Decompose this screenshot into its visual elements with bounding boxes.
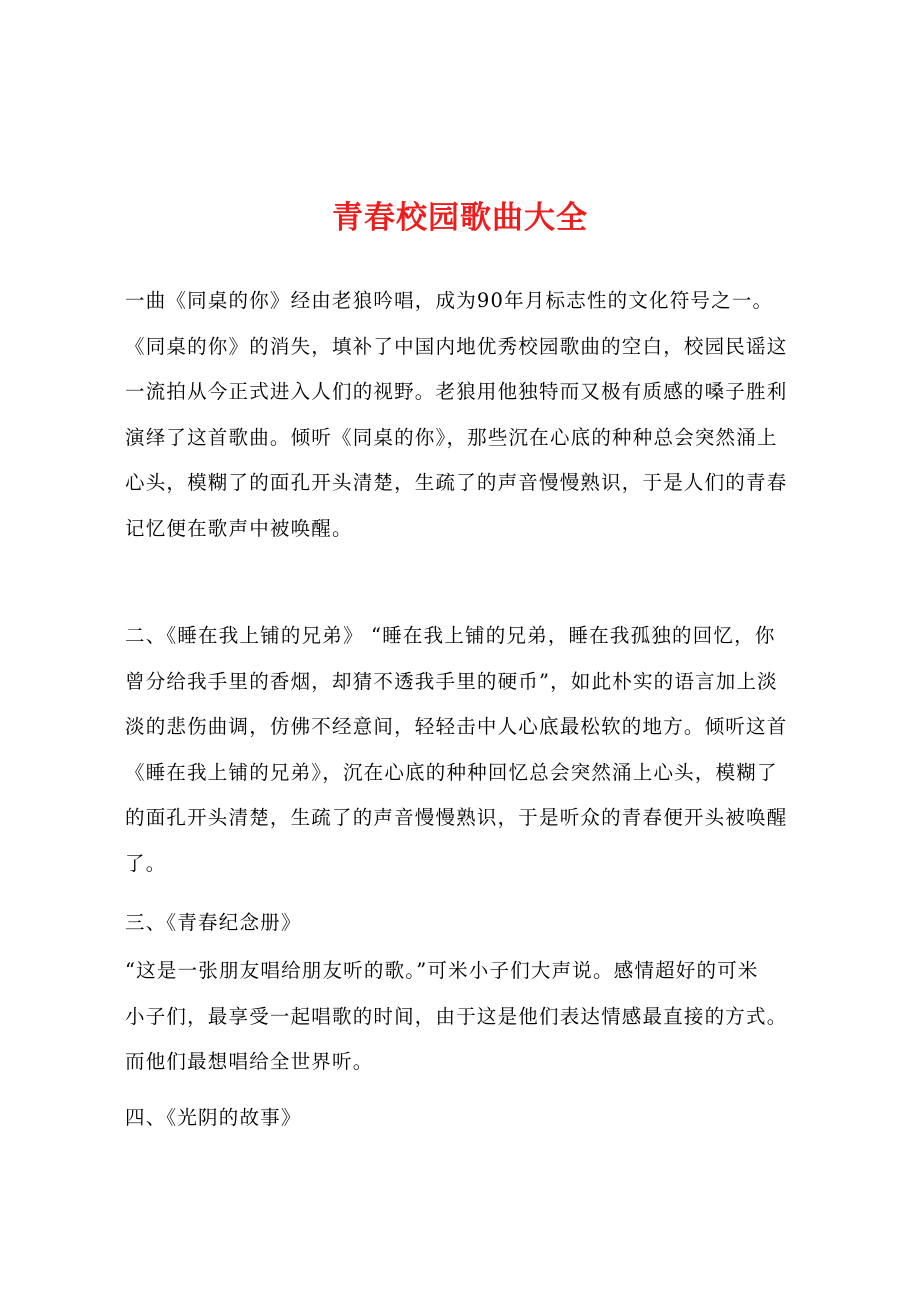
heading-text: 三、《青春纪念册》 [125, 911, 302, 934]
paragraph-shangpu [125, 613, 815, 886]
text-line: 一曲《同桌的你》经由老狼吟唱，成为90年月标志性的文化符号之一。 [125, 289, 774, 312]
section-heading-guangyin [125, 1095, 815, 1141]
text-line: 了。 [125, 851, 167, 875]
text-line: 的面孔开头清楚，生疏了的声音慢慢熟识，于是听众的青春便开头被唤醒 [125, 806, 788, 829]
text-line: 《睡在我上铺的兄弟》，沉在心底的种种回忆总会突然涌上心头，模糊了 [125, 760, 778, 784]
text-line: “这是一张朋友唱给朋友听的歌。”可米小子们大声说。感情超好的可米 [125, 959, 759, 982]
text-line: 《同桌的你》的消失，填补了中国内地优秀校园歌曲的空白，校园民谣这 [125, 334, 788, 358]
text-line: 二、《睡在我上铺的兄弟》 “睡在我上铺的兄弟，睡在我孤独的回忆，你 [125, 624, 776, 647]
document-title: 青春校园歌曲大全 [332, 200, 588, 236]
text-line: 而他们最想唱给全世界听。 [125, 1050, 374, 1073]
text-line: 淡的悲伤曲调，仿佛不经意间，轻轻击中人心底最松软的地方。倾听这首 [125, 715, 788, 738]
heading-text: 四、《光阴的故事》 [125, 1106, 302, 1129]
text-line: 一流拍从今正式进入人们的视野。老狼用他独特而又极有质感的嗓子胜利 [125, 380, 788, 403]
section-heading-qingchun [125, 900, 815, 946]
paragraph-tongzhuo [125, 278, 815, 551]
text-line: 小子们，最享受一起唱歌的时间，由于这是他们表达情感最直接的方式。 [125, 1004, 788, 1028]
text-line: 演绎了这首歌曲。倾听《同桌的你》，那些沉在心底的种种总会突然涌上 [125, 425, 778, 449]
text-line: 曾分给我手里的香烟，却猜不透我手里的硬币”，如此朴实的语言加上淡 [125, 669, 778, 693]
text-line: 记忆便在歌声中被唤醒。 [125, 516, 353, 540]
paragraph-qingchun [125, 948, 815, 1085]
text-line: 心头，模糊了的面孔开头清楚，生疏了的声音慢慢熟识，于是人们的青春 [125, 471, 788, 494]
